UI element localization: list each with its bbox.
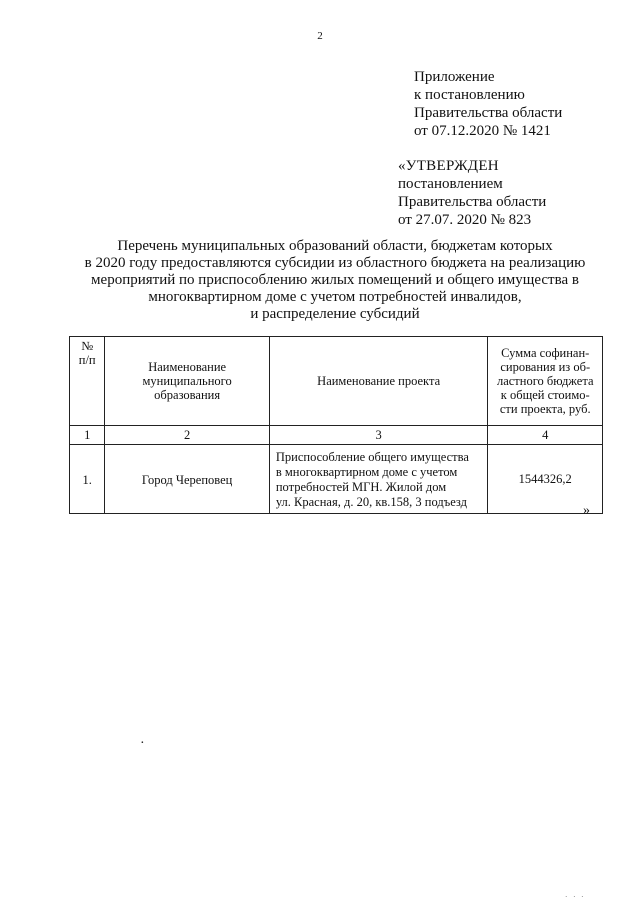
scan-artifact: · · · xyxy=(565,893,586,901)
table-row xyxy=(70,445,603,514)
header-text: Сумма софинан- xyxy=(501,346,590,360)
header-municipality xyxy=(105,337,269,426)
approval-line: постановлением xyxy=(398,176,503,192)
project-line: Приспособление общего имущества xyxy=(275,450,469,464)
approval-line: Правительства области xyxy=(398,194,547,210)
appendix-block xyxy=(414,68,562,140)
project-name xyxy=(269,445,488,514)
header-text: № xyxy=(81,339,94,353)
column-index: 2 xyxy=(105,426,269,445)
appendix-line: от 07.12.2020 № 1421 xyxy=(414,123,551,139)
page-number: 2 xyxy=(317,30,323,42)
header-text: сирования из об- xyxy=(500,360,591,374)
project-line: ул. Красная, д. 20, кв.158, 3 подъезд xyxy=(275,495,467,509)
project-line: в многоквартирном доме с учетом xyxy=(275,465,458,479)
header-text: к общей стоимо- xyxy=(500,388,590,402)
municipality-name: Город Череповец xyxy=(105,445,269,514)
column-index-row xyxy=(70,426,603,445)
document-title xyxy=(70,238,600,323)
header-text: п/п xyxy=(78,353,96,367)
title-line: мероприятий по приспособлению жилых помещений и общего имущества в xyxy=(91,272,579,288)
column-index: 4 xyxy=(488,426,603,445)
stray-mark: · xyxy=(140,736,145,751)
header-text: образования xyxy=(154,388,221,402)
header-project: Наименование проекта xyxy=(269,337,488,426)
header-text: сти проекта, руб. xyxy=(499,402,591,416)
appendix-line: Приложение xyxy=(414,69,495,85)
header-sum xyxy=(488,337,603,426)
project-line: потребностей МГН. Жилой дом xyxy=(275,480,447,494)
appendix-line: к постановлению xyxy=(414,87,525,103)
header-text: муниципального xyxy=(142,374,232,388)
subsidy-sum: 1544326,2 xyxy=(488,445,603,514)
subsidy-table xyxy=(69,336,603,514)
header-text: ластного бюджета xyxy=(496,374,594,388)
title-line: Перечень муниципальных образований области, бюджетам которых xyxy=(117,238,553,254)
table-header-row xyxy=(70,337,603,426)
approval-block xyxy=(398,157,546,229)
column-index: 1 xyxy=(70,426,105,445)
header-text: Наименование xyxy=(148,360,227,374)
row-number: 1. xyxy=(70,445,105,514)
title-line: в 2020 году предоставляются субсидии из областного бюджета на реализацию xyxy=(84,255,586,271)
title-line: многоквартирном доме с учетом потребностей инвалидов, xyxy=(148,289,522,305)
approval-line: «УТВЕРЖДЕН xyxy=(398,158,499,174)
title-line: и распределение субсидий xyxy=(250,306,420,322)
closing-quote: » xyxy=(583,503,590,518)
header-number xyxy=(70,337,105,426)
appendix-line: Правительства области xyxy=(414,105,563,121)
approval-line: от 27.07. 2020 № 823 xyxy=(398,212,532,228)
column-index: 3 xyxy=(269,426,488,445)
